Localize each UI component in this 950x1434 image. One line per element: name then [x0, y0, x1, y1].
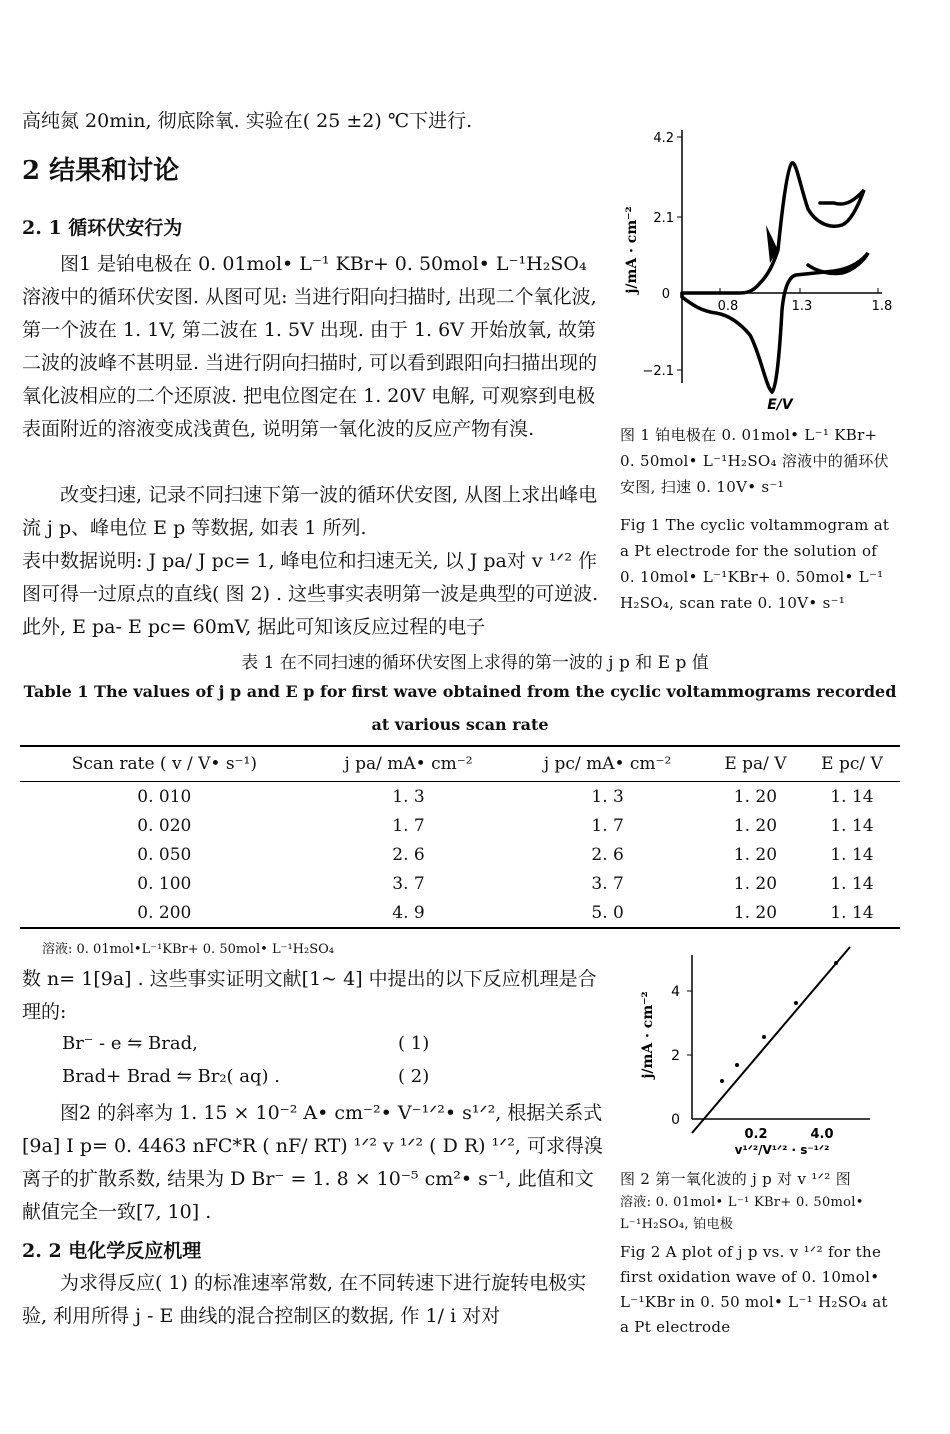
table-cell: 1. 20: [733, 815, 778, 836]
para-scan-rate: 改变扫速, 记录不同扫速下第一波的循环伏安图, 从图上求出峰电流 j p、峰电位 E p 等数据, 如表 1 所列.: [22, 484, 598, 539]
fig2-caption-note: 溶液: 0. 01mol• L⁻¹ KBr+ 0. 50mol• L⁻¹H₂SO₄, 铂电极: [620, 1195, 864, 1232]
table-cell: 5. 0: [591, 902, 624, 923]
section-heading-2: 2 结果和讨论: [22, 156, 180, 186]
fig1-xtick-1-3: 1.3: [791, 299, 813, 314]
table-cell: 0. 200: [137, 902, 192, 923]
table-row: [20, 840, 900, 869]
equation-1-number: ( 1): [398, 1033, 430, 1054]
table-cell: 1. 20: [733, 902, 778, 923]
table-cell: 0. 020: [137, 815, 192, 836]
table-row: [20, 782, 900, 812]
table-row: [20, 898, 900, 928]
table-cell: 1. 20: [733, 786, 778, 807]
subsection-heading-2-2: 2. 2 电化学反应机理: [22, 1240, 202, 1262]
fig1-caption-en: Fig 1 The cyclic voltammogram at a Pt electrode for the solution of 0. 10mol• L⁻¹KBr+ 0. 50mol• L⁻¹ H₂SO₄, scan rate 0. 10V• s⁻¹: [620, 516, 890, 612]
table-cell: 0. 100: [137, 873, 192, 894]
fig2-fit-line: [692, 947, 850, 1133]
fig2-point: [794, 1001, 798, 1005]
fig2-point: [762, 1035, 766, 1039]
fig2-ytick-4: 4: [671, 984, 680, 1000]
fig1-y-axis-label: j/mA · cm⁻²: [624, 206, 640, 294]
table1-title-cn: 表 1 在不同扫速的循环伏安图上求得的第一波的 j p 和 E p 值: [241, 653, 709, 673]
table-cell: 1. 14: [830, 786, 874, 807]
table-cell: 2. 6: [392, 844, 425, 865]
table-header-jpa: j pa/ mA• cm⁻²: [344, 754, 473, 774]
table-cell: 1. 7: [392, 815, 425, 836]
para-oxygen-removal: 高纯氮 20min, 彻底除氧. 实验在( 25 ±2) ℃下进行.: [22, 110, 473, 132]
fig2-y-axis-label: j/mA · cm⁻²: [640, 991, 656, 1079]
equation-1: Br⁻ - e ⇋ Brad,: [62, 1033, 198, 1054]
fig1-ytick-4-2: 4.2: [653, 131, 674, 146]
fig2-point: [735, 1063, 739, 1067]
table-cell: 2. 6: [591, 844, 624, 865]
fig1-caption-cn: 图 1 铂电极在 0. 01mol• L⁻¹ KBr+ 0. 50mol• L⁻¹H₂SO₄ 溶液中的循环伏安图, 扫速 0. 10V• s⁻¹: [620, 426, 889, 496]
table-cell: 1. 20: [733, 873, 778, 894]
table-header-epa: E pa/ V: [724, 754, 787, 774]
fig2-xtick-0-2: 0.2: [744, 1127, 768, 1142]
table-cell: 1. 14: [830, 873, 874, 894]
table1-note: 溶液: 0. 01mol•L⁻¹KBr+ 0. 50mol• L⁻¹H₂SO₄: [42, 942, 334, 957]
fig2-x-axis-label: v¹ᐟ²/V¹ᐟ² · s⁻¹ᐟ²: [734, 1143, 830, 1157]
fig2-ytick-0: 0: [671, 1112, 680, 1128]
table-cell: 4. 9: [392, 902, 425, 923]
para-cv-description: 图1 是铂电极在 0. 01mol• L⁻¹ KBr+ 0. 50mol• L⁻¹H₂SO₄ 溶液中的循环伏安图. 从图可见: 当进行阳向扫描时, 出现二个氧化波, 第一个波在 1. 1V, 第二波在 1. 5V 出现. 由于 1. 6V 开始放氧, 故第二波的波峰不甚明显. 当进行阴向扫描时, 可以看到跟阳向扫描出现的氧化波相应的二个还原波. 把电位图定在 1. 20V 电解, 可观察到电极表面附近的溶液变成浅黄色, 说明第一氧化波的反应产物有溴.: [22, 253, 598, 440]
cyclic-voltammogram-figure: [620, 125, 900, 415]
table-row: [20, 869, 900, 898]
table-cell: 0. 050: [137, 844, 192, 865]
fig2-caption-cn: 图 2 第一氧化波的 j p 对 v ¹ᐟ² 图: [620, 1170, 851, 1188]
fig2-point: [720, 1079, 724, 1083]
table-cell: 1. 14: [830, 844, 874, 865]
table-cell: 1. 20: [733, 844, 778, 865]
table-cell: 3. 7: [591, 873, 624, 894]
table-cell: 1. 3: [392, 786, 425, 807]
fig1-ytick-0: 0: [661, 287, 670, 302]
fig1-x-axis-label: E/V: [767, 397, 793, 413]
table-cell: 1. 3: [591, 786, 624, 807]
table-row: [20, 811, 900, 840]
table1-title-en-line1: Table 1 The values of j p and E p for first wave obtained from the cyclic voltammograms recorded: [23, 682, 897, 701]
table-cell: 1. 7: [591, 815, 624, 836]
table1: [20, 745, 900, 929]
table-cell: 1. 14: [830, 902, 874, 923]
equation-2: Brad+ Brad ⇋ Br₂( aq) .: [62, 1066, 281, 1087]
fig2-ytick-2: 2: [671, 1048, 680, 1064]
fig2-xtick-4-0: 4.0: [810, 1127, 834, 1142]
para-table-explanation: 表中数据说明: J pa/ J pc= 1, 峰电位和扫速无关, 以 J pa对 v ¹ᐟ² 作图可得一过原点的直线( 图 2) . 这些事实表明第一波是典型的可逆波. 此外, E pa- E pc= 60mV, 据此可知该反应过程的电子: [22, 550, 599, 638]
fig1-xtick-1-8: 1.8: [871, 299, 893, 314]
table-header-row: [20, 746, 900, 782]
table-cell: 3. 7: [392, 873, 425, 894]
para-rotating-electrode: 为求得反应( 1) 的标准速率常数, 在不同转速下进行旋转电极实验, 利用所得 j - E 曲线的混合控制区的数据, 作 1/ i 对对: [22, 1272, 587, 1327]
table-header-scan-rate: Scan rate ( v / V• s⁻¹): [71, 754, 257, 774]
equation-2-number: ( 2): [398, 1066, 430, 1087]
fig1-xtick-0-8: 0.8: [717, 299, 739, 314]
table-cell: 1. 14: [830, 815, 874, 836]
table-header-epc: E pc/ V: [821, 754, 883, 774]
table1-title-en-line2: at various scan rate: [371, 715, 549, 734]
table-header-jpc: j pc/ mA• cm⁻²: [543, 754, 672, 774]
fig1-cathodic-sweep: [682, 253, 868, 392]
para-diffusion-coefficient: 图2 的斜率为 1. 15 × 10⁻² A• cm⁻²• V⁻¹ᐟ²• s¹ᐟ², 根据关系式[9a] I p= 0. 4463 nFC*R ( nF/ RT) ¹ᐟ² v ¹ᐟ² ( D R) ¹ᐟ², 可求得溴离子的扩散系数, 结果为 D Br⁻ = 1. 8 × 10⁻⁵ cm²• s⁻¹, 此值和文献值完全一致[7, 10] .: [22, 1102, 603, 1223]
para-mechanism-intro: 数 n= 1[9a] . 这些事实证明文献[1~ 4] 中提出的以下反应机理是合理的:: [22, 968, 597, 1023]
fig2-point: [834, 961, 838, 965]
fig1-ytick-neg-2-1: −2.1: [642, 364, 674, 379]
subsection-heading-2-1: 2. 1 循环伏安行为: [22, 217, 183, 239]
table-cell: 0. 010: [137, 786, 192, 807]
fig1-ytick-2-1: 2.1: [653, 211, 674, 226]
jp-vs-sqrt-v-figure: [620, 935, 900, 1165]
fig2-caption-en: Fig 2 A plot of j p vs. v ¹ᐟ² for the first oxidation wave of 0. 10mol• L⁻¹KBr in 0. 50 mol• L⁻¹ H₂SO₄ at a Pt electrode: [620, 1243, 888, 1336]
